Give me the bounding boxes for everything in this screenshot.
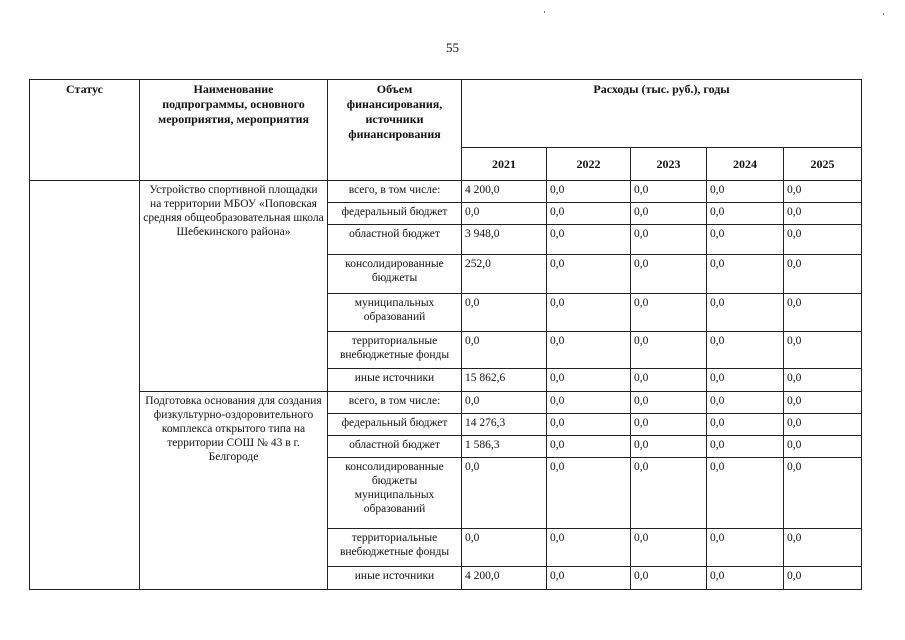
expense-value: 0,0 [707, 567, 784, 590]
header-year: 2024 [707, 148, 784, 181]
header-year: 2022 [547, 148, 631, 181]
expense-value: 0,0 [707, 181, 784, 203]
expense-value: 0,0 [784, 392, 862, 414]
table-row [30, 181, 862, 203]
expense-value: 0,0 [784, 294, 862, 332]
expense-value: 0,0 [631, 436, 707, 458]
expense-value: 0,0 [707, 458, 784, 529]
expense-value: 14 276,3 [462, 414, 547, 436]
expense-value: 0,0 [547, 203, 631, 225]
expense-value: 15 862,6 [462, 369, 547, 392]
header-year: 2021 [462, 148, 547, 181]
expense-value: 4 200,0 [462, 567, 547, 590]
expense-value: 0,0 [547, 332, 631, 369]
scan-speck [544, 11, 545, 13]
expense-value: 0,0 [631, 392, 707, 414]
expense-value: 0,0 [547, 392, 631, 414]
funding-source: консолидированные бюджеты муниципальных образований [328, 458, 462, 529]
expense-value: 0,0 [547, 255, 631, 294]
expense-value: 0,0 [707, 392, 784, 414]
expense-value: 0,0 [631, 414, 707, 436]
expense-value: 4 200,0 [462, 181, 547, 203]
expense-value: 0,0 [784, 414, 862, 436]
funding-source: иные источники [328, 567, 462, 590]
expense-value: 0,0 [547, 458, 631, 529]
expense-value: 0,0 [631, 369, 707, 392]
expense-value: 0,0 [547, 436, 631, 458]
expense-value: 0,0 [784, 332, 862, 369]
expense-value: 0,0 [707, 203, 784, 225]
expense-value: 0,0 [784, 181, 862, 203]
expense-value: 1 586,3 [462, 436, 547, 458]
expense-value: 0,0 [784, 203, 862, 225]
funding-source: территориальные внебюджетные фонды [328, 529, 462, 567]
expense-value: 0,0 [784, 458, 862, 529]
page-number: 55 [446, 40, 459, 55]
expense-value: 0,0 [462, 294, 547, 332]
expense-value: 252,0 [462, 255, 547, 294]
expense-value: 0,0 [547, 294, 631, 332]
expense-value: 0,0 [631, 458, 707, 529]
activity-name: Подготовка основания для создания физкультурно-оздоровительного комплекса открытого типа на территории СОШ № 43 в г. Белгороде [140, 392, 328, 590]
funding-source: иные источники [328, 369, 462, 392]
funding-source: муниципальных образований [328, 294, 462, 332]
expense-value: 0,0 [631, 181, 707, 203]
funding-source: территориальные внебюджетные фонды [328, 332, 462, 369]
status-cell [30, 181, 140, 590]
expense-value: 3 948,0 [462, 225, 547, 255]
expense-value: 0,0 [784, 255, 862, 294]
expense-value: 0,0 [631, 294, 707, 332]
expense-value: 0,0 [784, 567, 862, 590]
expense-value: 0,0 [631, 332, 707, 369]
header-year: 2025 [784, 148, 862, 181]
funding-source: федеральный бюджет [328, 414, 462, 436]
expense-value: 0,0 [547, 529, 631, 567]
funding-source: федеральный бюджет [328, 203, 462, 225]
expense-value: 0,0 [631, 529, 707, 567]
expense-value: 0,0 [784, 369, 862, 392]
expense-value: 0,0 [631, 255, 707, 294]
scan-speck [883, 13, 884, 15]
activity-name: Устройство спортивной площадки на территории МБОУ «Поповская средняя общеобразовательная школа Шебекинского района» [140, 181, 328, 392]
expense-value: 0,0 [631, 567, 707, 590]
expense-value: 0,0 [547, 369, 631, 392]
expense-value: 0,0 [547, 414, 631, 436]
header-name: Наименование подпрограммы, основного мероприятия, мероприятия [140, 80, 328, 181]
expense-value: 0,0 [707, 255, 784, 294]
expense-value: 0,0 [707, 414, 784, 436]
expense-value: 0,0 [547, 567, 631, 590]
expense-value: 0,0 [631, 203, 707, 225]
funding-source: всего, в том числе: [328, 392, 462, 414]
funding-source: всего, в том числе: [328, 181, 462, 203]
expense-value: 0,0 [462, 458, 547, 529]
expense-value: 0,0 [707, 369, 784, 392]
expense-value: 0,0 [707, 225, 784, 255]
expense-value: 0,0 [462, 392, 547, 414]
expense-value: 0,0 [462, 332, 547, 369]
funding-source: областной бюджет [328, 225, 462, 255]
financing-table [29, 79, 862, 590]
expense-value: 0,0 [707, 332, 784, 369]
expense-value: 0,0 [462, 529, 547, 567]
expense-value: 0,0 [462, 203, 547, 225]
table-row [30, 392, 862, 414]
expense-value: 0,0 [707, 294, 784, 332]
header-volume: Объем финансирования, источники финансирования [328, 80, 462, 181]
expense-value: 0,0 [784, 225, 862, 255]
header-year: 2023 [631, 148, 707, 181]
expense-value: 0,0 [631, 225, 707, 255]
header-expenses: Расходы (тыс. руб.), годы [462, 80, 862, 148]
expense-value: 0,0 [784, 529, 862, 567]
expense-value: 0,0 [707, 436, 784, 458]
expense-value: 0,0 [707, 529, 784, 567]
header-status: Статус [30, 80, 140, 181]
expense-value: 0,0 [784, 436, 862, 458]
expense-value: 0,0 [547, 181, 631, 203]
expense-value: 0,0 [547, 225, 631, 255]
funding-source: консолидированные бюджеты [328, 255, 462, 294]
funding-source: областной бюджет [328, 436, 462, 458]
